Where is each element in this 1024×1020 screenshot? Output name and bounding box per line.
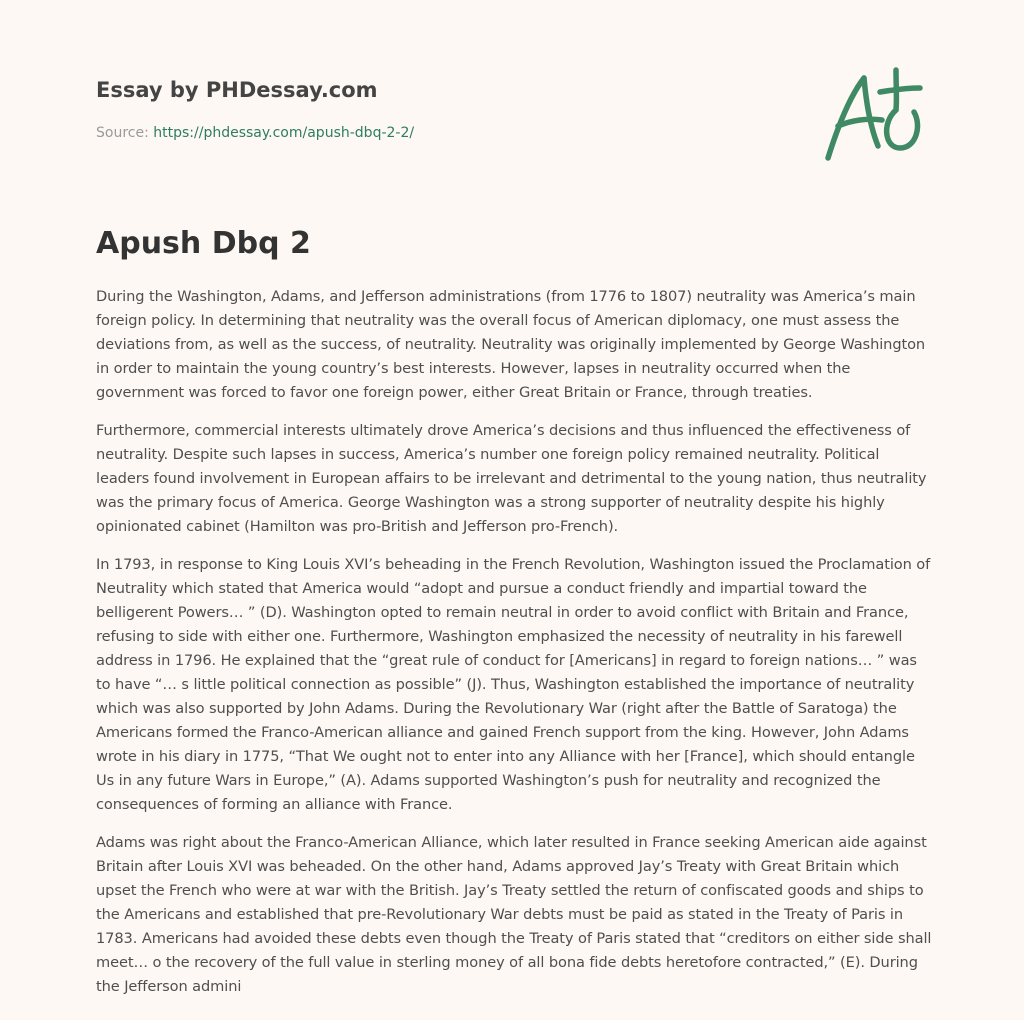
paragraph: Adams was right about the Franco-American Alliance, which later resulted in France seeking American aide against Britain after Louis XVI was beheaded. On the other hand, Adams approved Jay’s Treaty with Great Britain which upset the French who were at war with the British. Jay’s Treaty settled the return of confiscated goods and ships to the Americans and established that pre-Revolutionary War debts must be paid as stated in the Treaty of Paris in 1783. Americans had avoided these debts even though the Treaty of Paris stated that “creditors on either side shall meet… o the recovery of the full value in sterling money of all bona fide debts heretofore contracted,” (E). During the Jefferson admini <box>96 834 932 995</box>
page-header <box>96 74 796 143</box>
paragraph: During the Washington, Adams, and Jefferson administrations (from 1776 to 1807) neutrality was America’s main foreign policy. In determining that neutrality was the overall focus of American diplomacy, one must assess the deviations from, as well as the success, of neutrality. Neutrality was originally implemented by George Washington in order to maintain the young country’s best interests. However, lapses in neutrality occurred when the government was forced to favor one foreign power, either Great Britain or France, through treaties. <box>96 288 926 401</box>
a-plus-logo-icon <box>820 66 930 166</box>
paragraph: Furthermore, commercial interests ultimately drove America’s decisions and thus influenced the effectiveness of neutrality. Despite such lapses in success, America’s number one foreign policy remained neutrality. Political leaders found involvement in European affairs to be irrelevant and detrimental to the young nation, thus neutrality was the primary focus of America. George Washington was a strong supporter of neutrality despite his highly opinionated cabinet (Hamilton was pro-British and Jefferson pro-French). <box>96 422 927 535</box>
source-line <box>96 123 796 143</box>
source-label: Source: <box>96 125 154 141</box>
essay-title: Apush Dbq 2 <box>96 226 311 261</box>
paragraph: In 1793, in response to King Louis XVI’s beheading in the French Revolution, Washington issued the Proclamation of Neutrality which stated that America would “adopt and pursue a conduct friendly and impartial toward the belligerent Powers… ” (D). Washington opted to remain neutral in order to avoid conflict with Britain and France, refusing to side with either one. Furthermore, Washington emphasized the necessity of neutrality in his farewell address in 1796. He explained that the “great rule of conduct for [Americans] in regard to foreign nations… ” was to have “… s little political connection as possible” (J). Thus, Washington established the importance of neutrality which was also supported by John Adams. During the Revolutionary War (right after the Battle of Saratoga) the Americans formed the Franco-American alliance and gained French support from the king. However, John Adams wrote in his diary in 1775, “That We ought not to enter into any Alliance with her [France], which should entangle Us in any future Wars in Europe,” (A). Adams supported Washington’s push for neutrality and recognized the consequences of forming an alliance with France. <box>96 556 931 813</box>
site-title: Essay by PHDessay.com <box>96 78 378 102</box>
source-link[interactable]: https://phdessay.com/apush-dbq-2-2/ <box>153 125 415 141</box>
essay-body <box>96 285 932 1013</box>
